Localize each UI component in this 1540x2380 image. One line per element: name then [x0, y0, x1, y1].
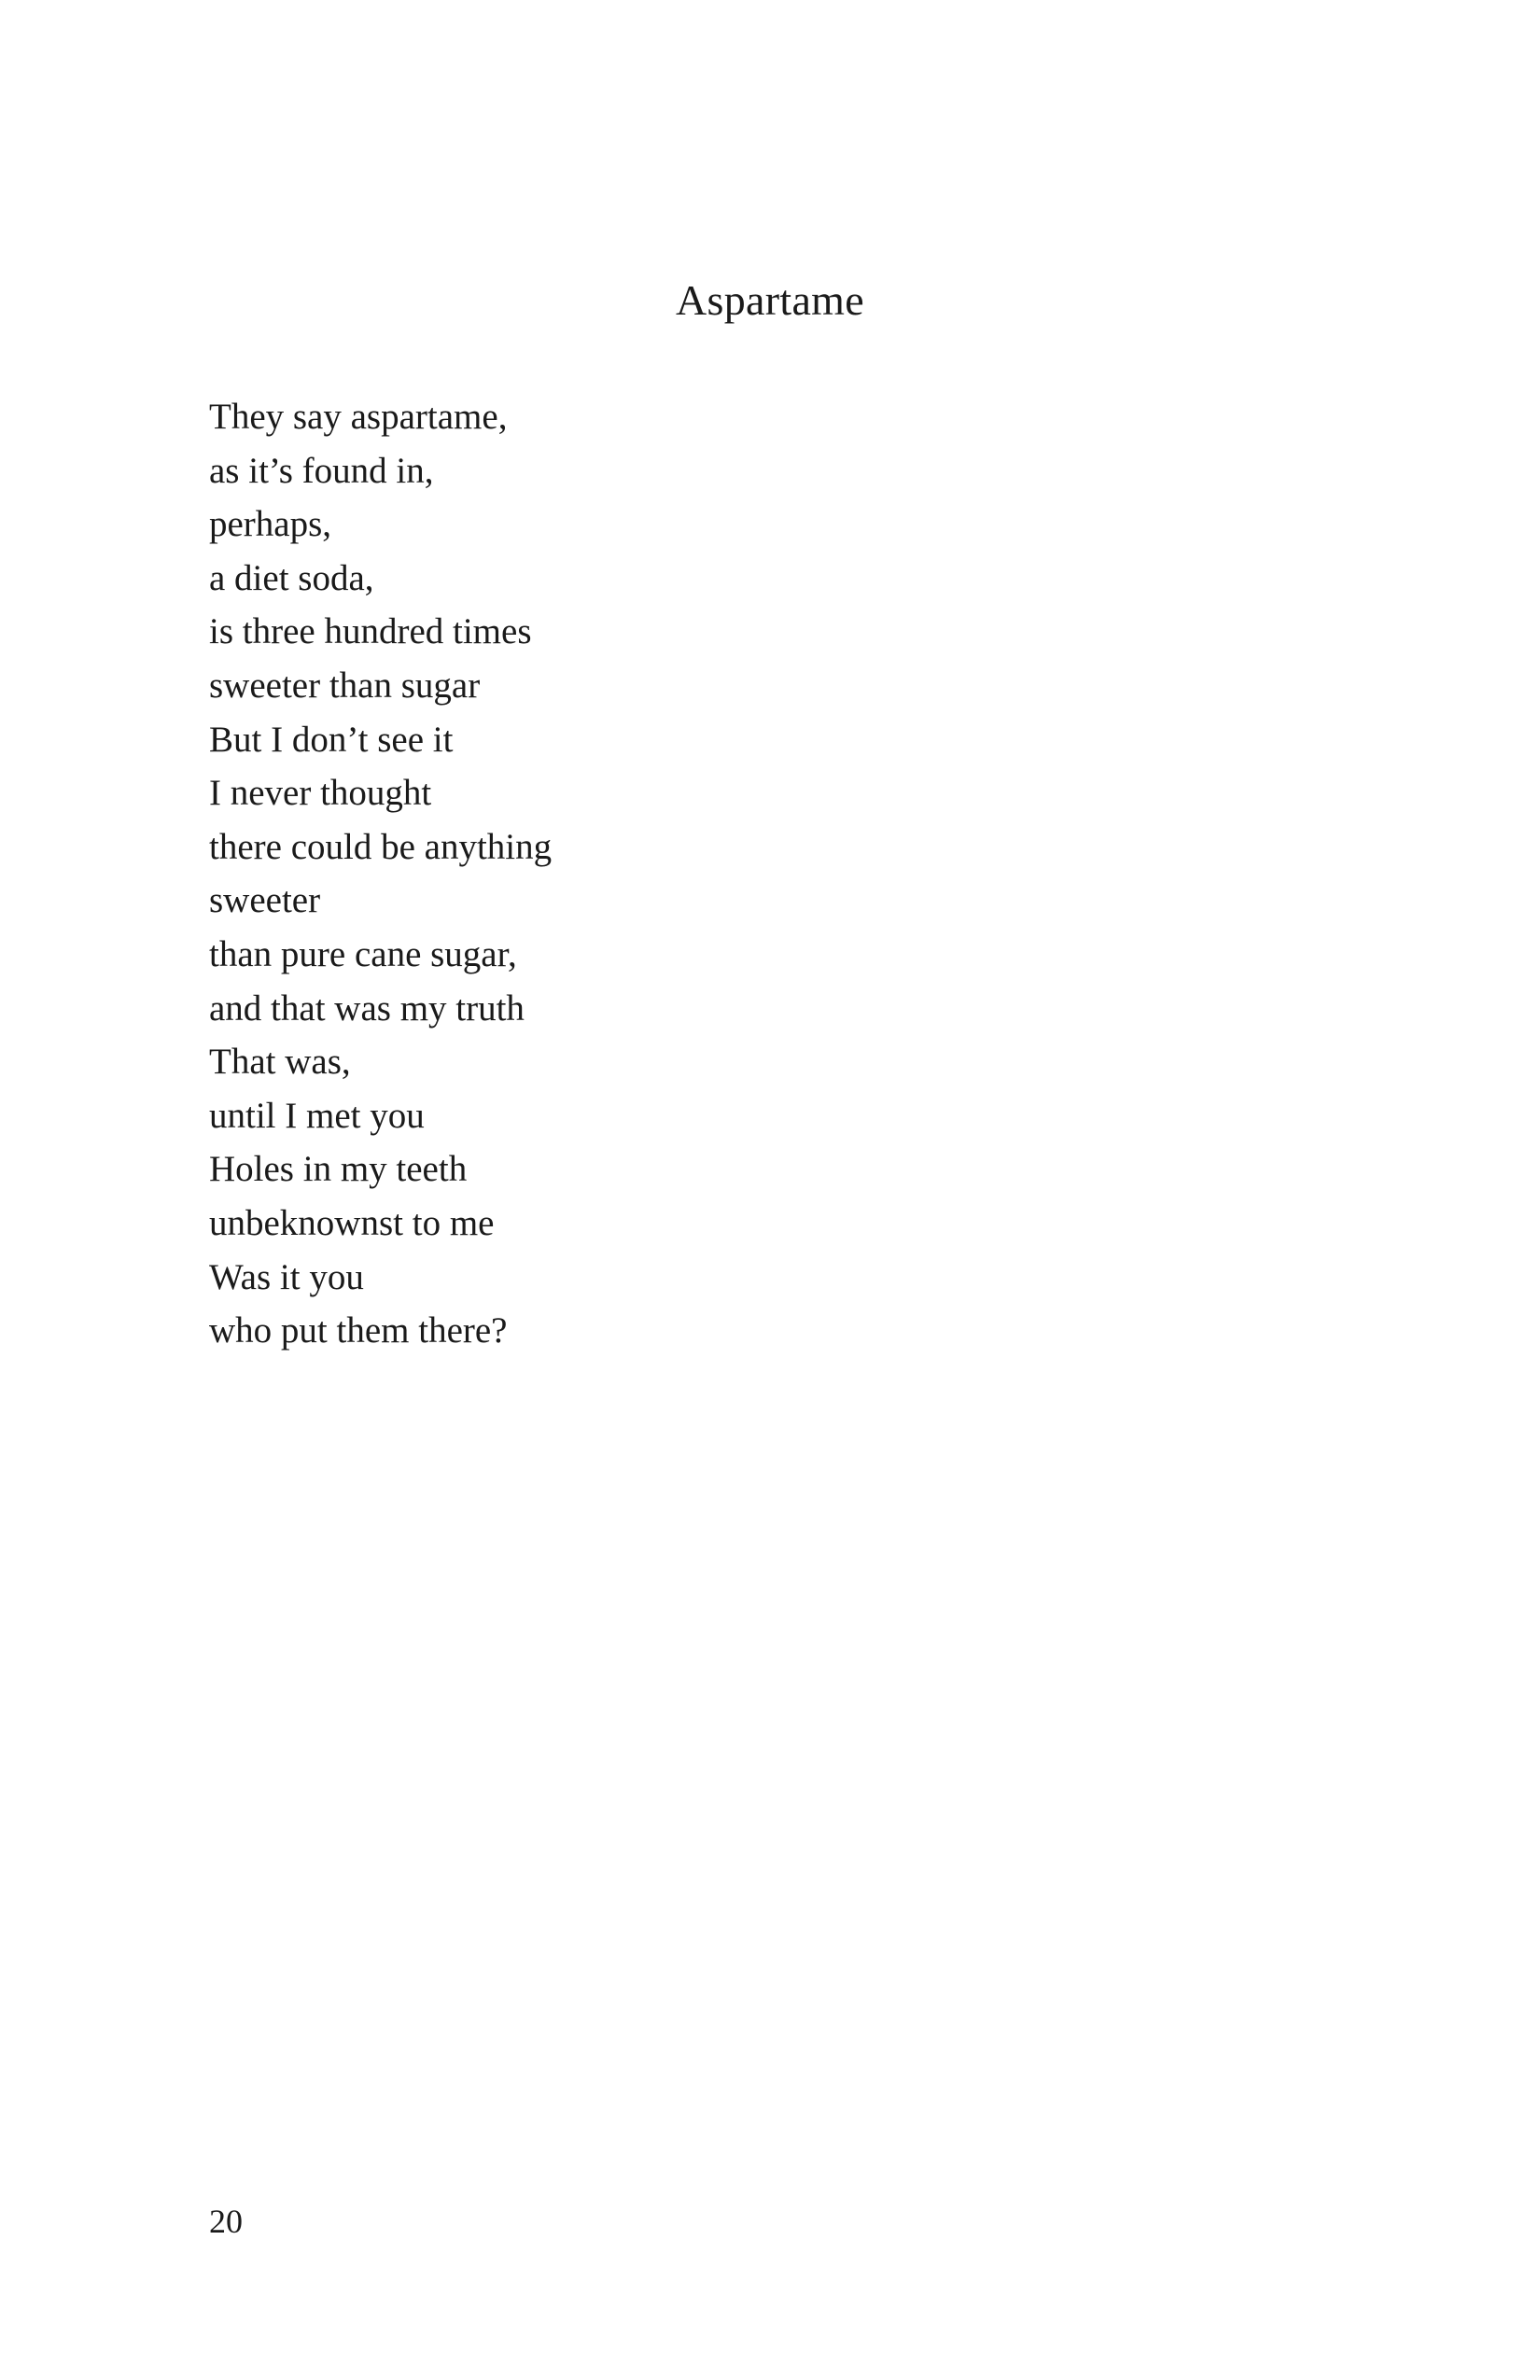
poem-line: But I don’t see it: [209, 719, 454, 760]
page-number: 20: [209, 2203, 243, 2240]
poem-line: perhaps,: [209, 504, 332, 545]
poem-line: sweeter: [209, 880, 321, 921]
poem-line: until I met you: [209, 1095, 425, 1136]
poem-line: is three hundred times: [209, 611, 532, 652]
poem-line: I never thought: [209, 773, 432, 814]
poem-line: sweeter than sugar: [209, 665, 481, 706]
poem-line: than pure cane sugar,: [209, 933, 517, 974]
poem-line: and that was my truth: [209, 987, 525, 1029]
poem-line: Was it you: [209, 1256, 364, 1297]
poem-body: [209, 390, 552, 1358]
poem-title: Aspartame: [676, 276, 864, 324]
poem-line: They say aspartame,: [209, 397, 508, 437]
poem-line: Holes in my teeth: [209, 1149, 468, 1190]
poem-line: there could be anything: [209, 826, 553, 867]
poem-line: unbeknownst to me: [209, 1202, 495, 1243]
poem-line: as it’s found in,: [209, 450, 434, 491]
poem-line: a diet soda,: [209, 557, 374, 598]
poem-line: That was,: [209, 1042, 351, 1083]
poem-line: who put them there?: [209, 1310, 508, 1351]
